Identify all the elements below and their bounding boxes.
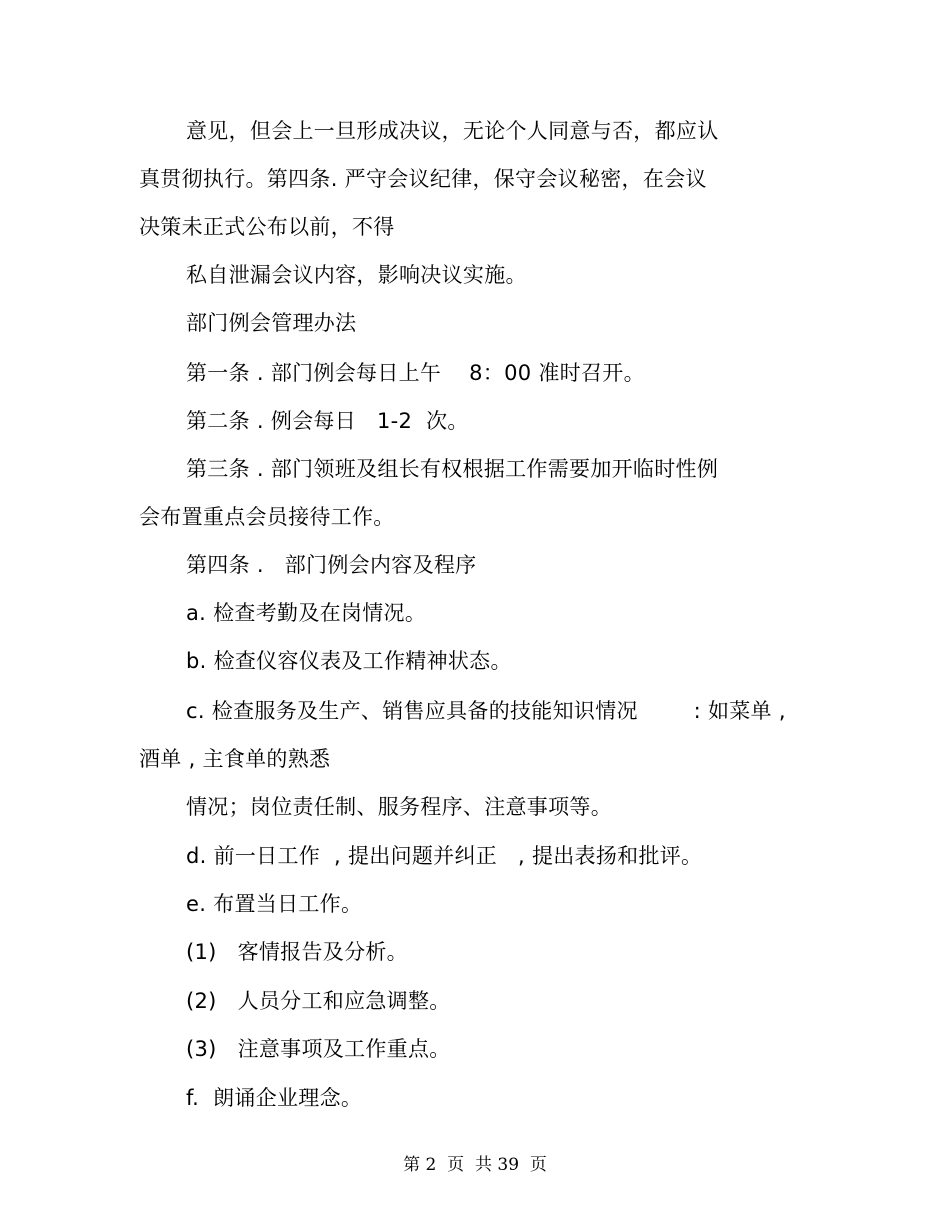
text-line: 第三条 . 部门领班及组长有权根据工作需要加开临时性例 bbox=[186, 457, 719, 481]
list-item: c. 检查服务及生产、销售应具备的技能知识情况 : 如菜单 , bbox=[186, 699, 786, 723]
list-item: (3) 注意事项及工作重点。 bbox=[186, 1037, 451, 1061]
section-heading: 部门例会管理办法 bbox=[186, 311, 357, 335]
text-line: 第一条 . 部门例会每日上午 8：00 准时召开。 bbox=[186, 361, 645, 385]
text-line: 决策未正式公布以前，不得 bbox=[139, 215, 395, 239]
text-line: 意见，但会上一旦形成决议，无论个人同意与否，都应认 bbox=[186, 119, 719, 143]
text-line: 第四条 . 部门例会内容及程序 bbox=[186, 553, 477, 577]
list-item: e. 布置当日工作。 bbox=[186, 892, 363, 916]
text-line: 第二条 . 例会每日 1-2 次。 bbox=[186, 409, 469, 433]
text-line: 情况；岗位责任制、服务程序、注意事项等。 bbox=[186, 795, 612, 819]
list-item: (2) 人员分工和应急调整。 bbox=[186, 989, 451, 1013]
text-line: 私自泄漏会议内容，影响决议实施。 bbox=[186, 263, 527, 287]
page-number: 第 2 页 共 39 页 bbox=[403, 1155, 547, 1175]
list-item: d. 前一日工作 , 提出问题并纠正 , 提出表扬和批评。 bbox=[186, 844, 703, 868]
text-line: 酒单 , 主食单的熟悉 bbox=[139, 747, 331, 771]
list-item: a. 检查考勤及在岗情况。 bbox=[186, 601, 427, 625]
list-item: f. 朗诵企业理念。 bbox=[186, 1086, 363, 1110]
text-line: 会布置重点会员接待工作。 bbox=[139, 505, 395, 529]
text-line: 真贯彻执行。第四条. 严守会议纪律，保守会议秘密，在会议 bbox=[139, 167, 707, 191]
list-item: (1) 客情报告及分析。 bbox=[186, 940, 408, 964]
list-item: b. 检查仪容仪表及工作精神状态。 bbox=[186, 649, 512, 673]
